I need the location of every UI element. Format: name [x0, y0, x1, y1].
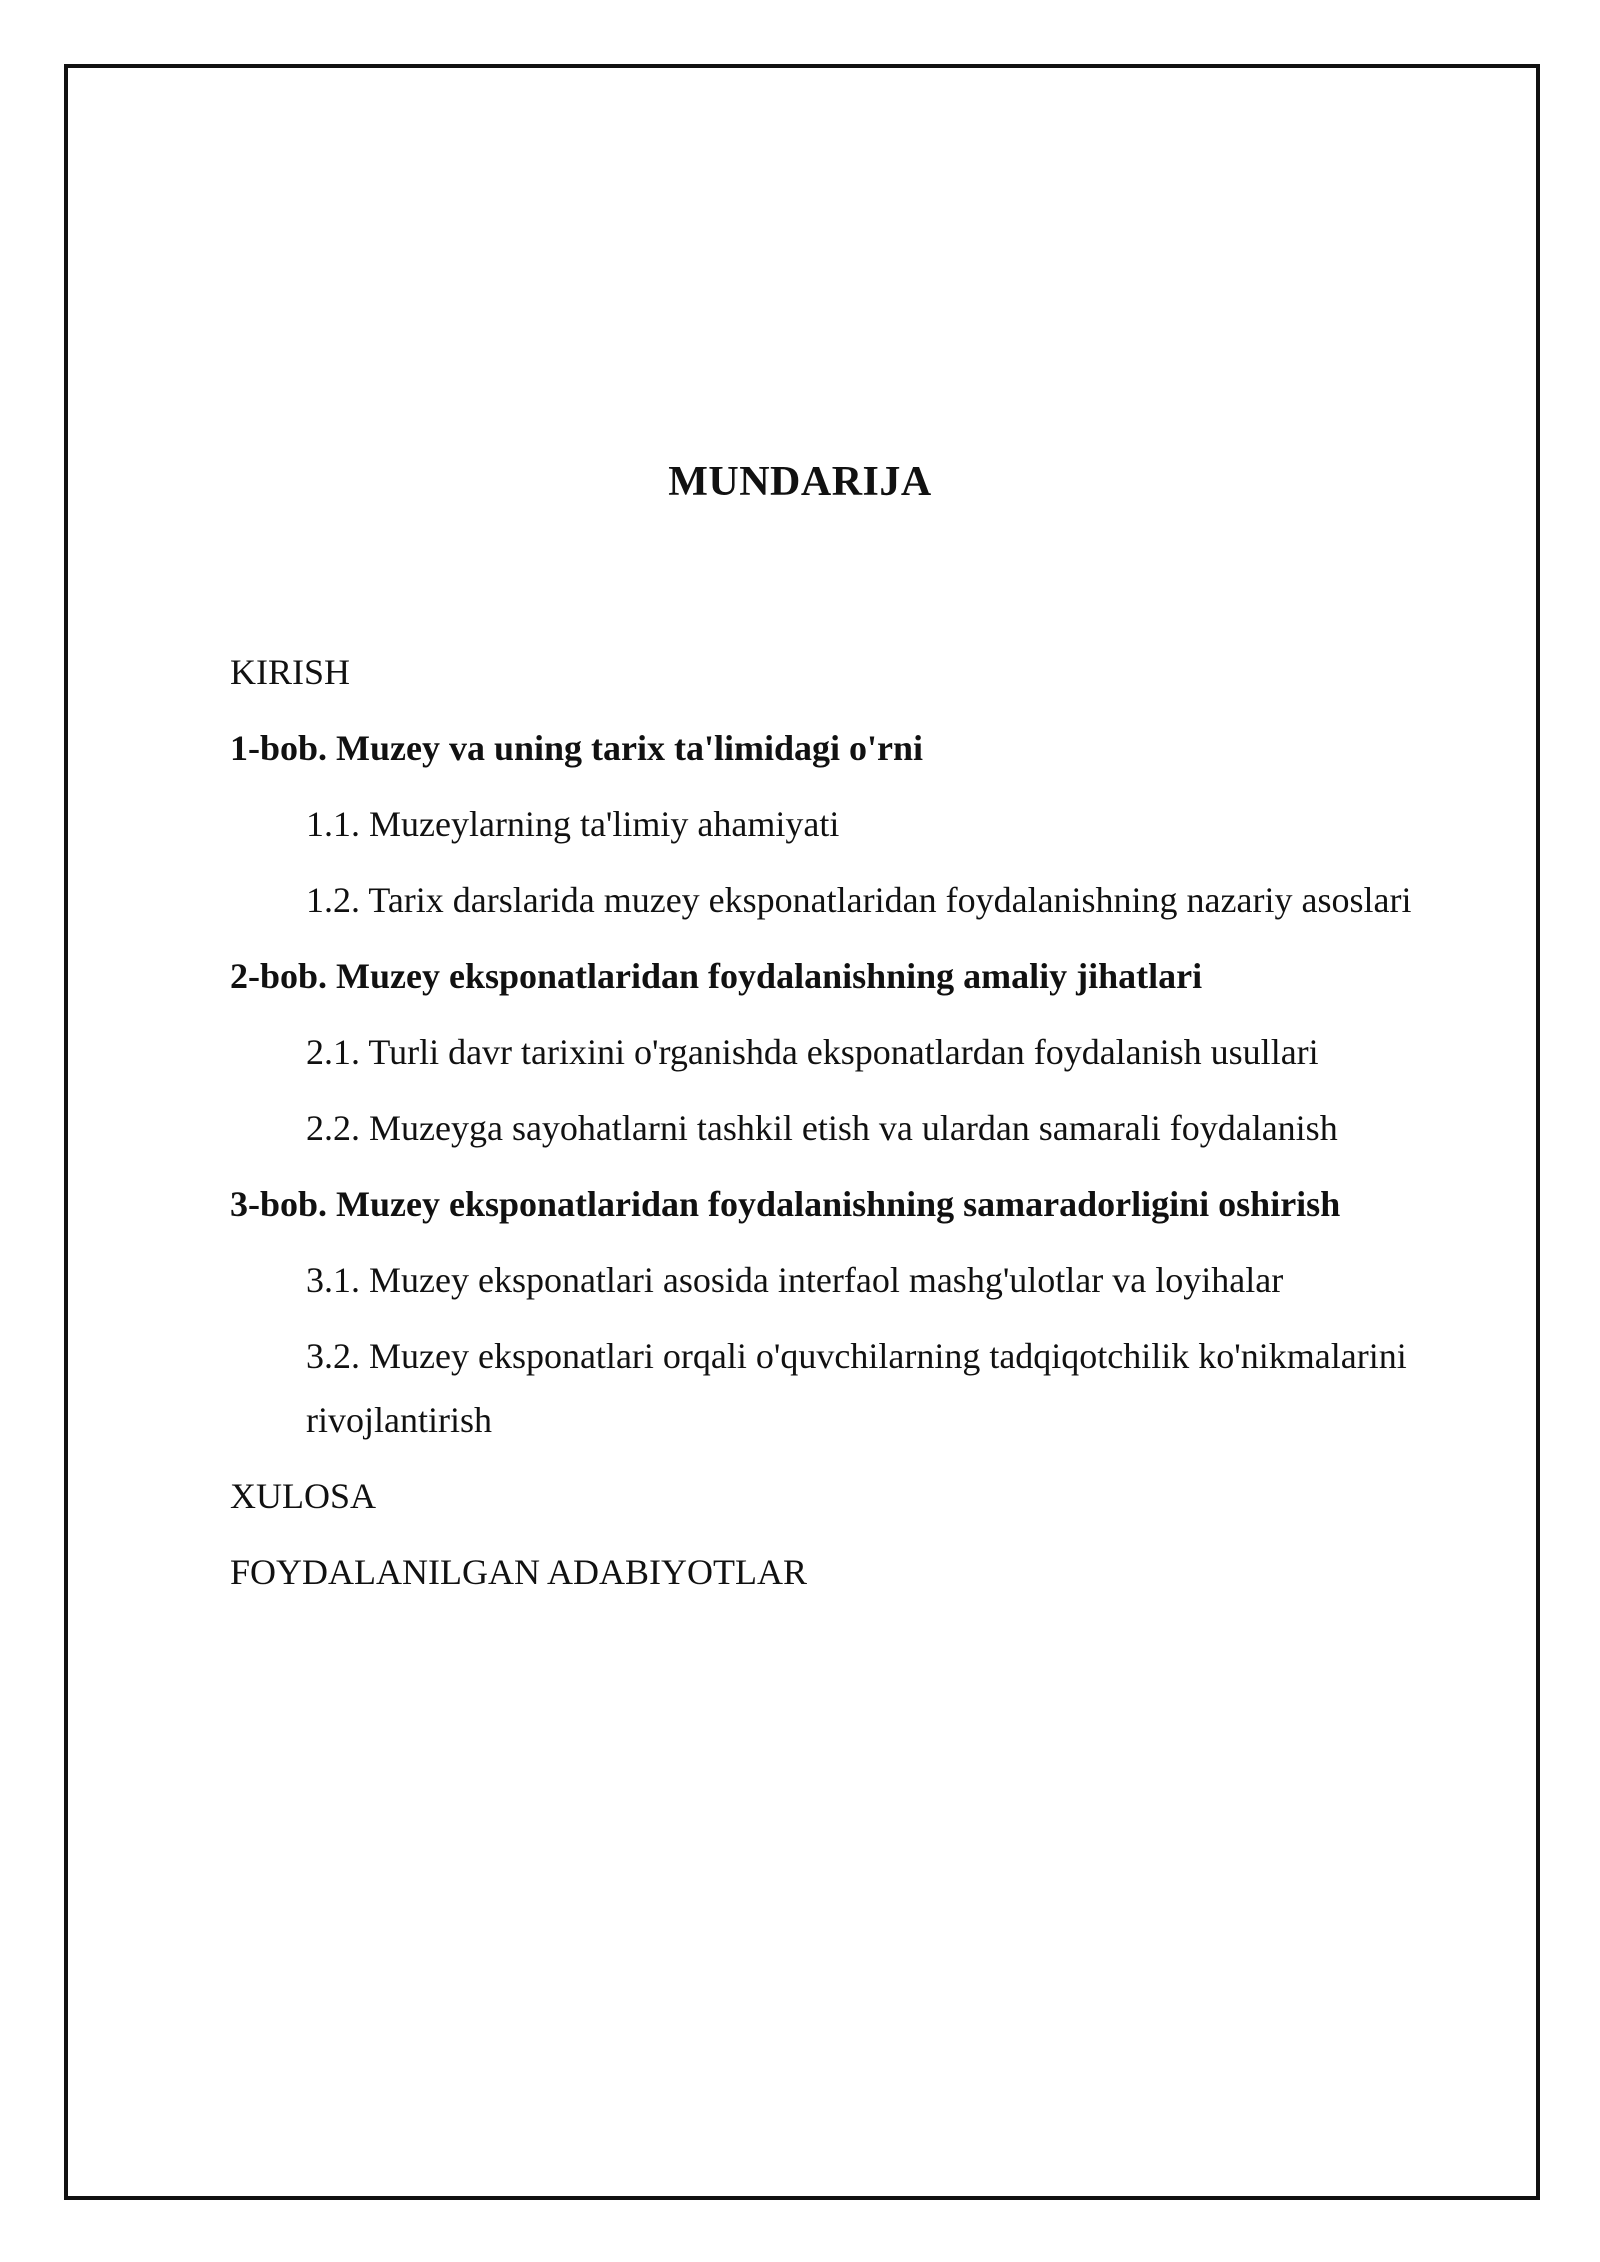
toc-entry-section-2-2: 2.2. Muzeyga sayohatlarni tashkil etish va ulardan samarali foydalanish [306, 1108, 1338, 1148]
toc-entry-chapter-3: 3-bob. Muzey eksponatlaridan foydalanishning samaradorligini oshirish [230, 1184, 1341, 1224]
toc-entry-chapter-2: 2-bob. Muzey eksponatlaridan foydalanishning amaliy jihatlari [230, 956, 1203, 996]
table-of-contents [230, 640, 1480, 1616]
toc-entry-section-2-1: 2.1. Turli davr tarixini o'rganishda eksponatlardan foydalanish usullari [306, 1032, 1319, 1072]
toc-entry-adabiyotlar: FOYDALANILGAN ADABIYOTLAR [230, 1552, 807, 1592]
toc-entry-kirish: KIRISH [230, 652, 351, 692]
toc-entry-section-3-2: 3.2. Muzey eksponatlari orqali o'quvchilarning tadqiqotchilik ko'nikmalarini rivojlantirish [306, 1336, 1407, 1440]
toc-entry-section-1-1: 1.1. Muzeylarning ta'limiy ahamiyati [306, 804, 840, 844]
toc-entry-chapter-1: 1-bob. Muzey va uning tarix ta'limidagi o'rni [230, 728, 924, 768]
toc-entry-section-1-2: 1.2. Tarix darslarida muzey eksponatlaridan foydalanishning nazariy asoslari [306, 880, 1412, 920]
toc-entry-xulosa: XULOSA [230, 1476, 377, 1516]
page-title: MUNDARIJA [668, 459, 932, 505]
toc-entry-section-3-1: 3.1. Muzey eksponatlari asosida interfaol mashg'ulotlar va loyihalar [306, 1260, 1284, 1300]
